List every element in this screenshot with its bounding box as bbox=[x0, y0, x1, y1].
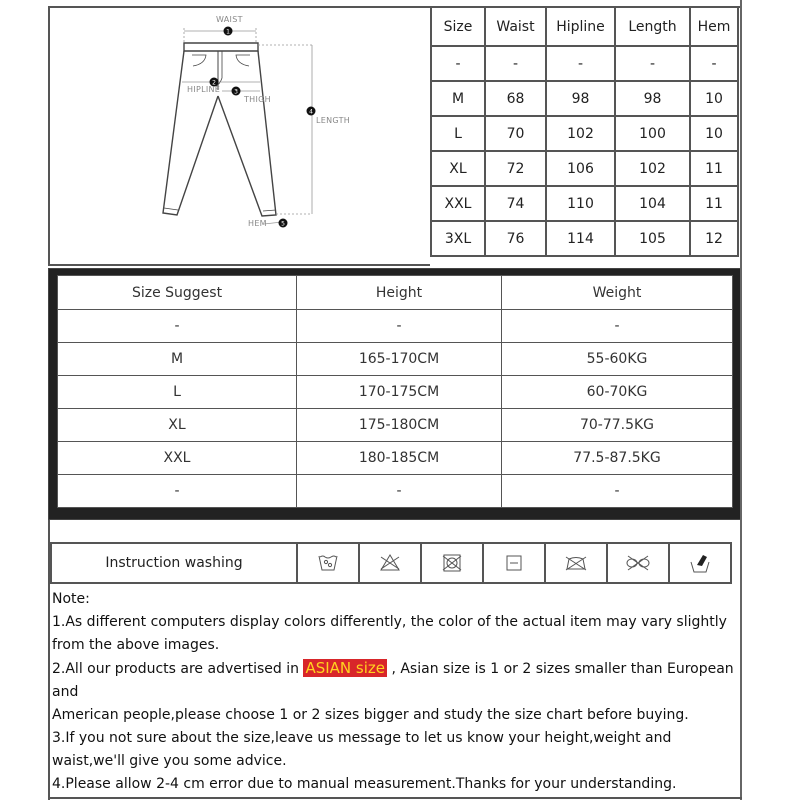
table-row bbox=[58, 310, 733, 343]
cell: 10 bbox=[690, 81, 738, 116]
table-header-row bbox=[431, 7, 738, 46]
cell: 77.5-87.5KG bbox=[502, 442, 733, 475]
notes-section bbox=[52, 588, 742, 796]
notes-title: Note: bbox=[52, 591, 90, 607]
table-row bbox=[58, 442, 733, 475]
cell: - bbox=[431, 46, 485, 81]
cell: - bbox=[690, 46, 738, 81]
note-1: 1.As different computers display colors differently, the color of the actual item may vary slightly from the above images. bbox=[52, 614, 727, 653]
length-label: LENGTH bbox=[316, 116, 351, 125]
cell: 10 bbox=[690, 116, 738, 151]
table-row bbox=[58, 343, 733, 376]
no-iron-icon bbox=[545, 543, 607, 583]
note-2-text-end: , Asian size is 1 or 2 sizes smaller than European and bbox=[52, 661, 734, 700]
cell: 180-185CM bbox=[297, 442, 502, 475]
cell: 175-180CM bbox=[297, 409, 502, 442]
header-length: Length bbox=[615, 7, 690, 46]
cell: L bbox=[431, 116, 485, 151]
cell: - bbox=[58, 475, 297, 508]
cell: 102 bbox=[546, 116, 615, 151]
svg-text:4: 4 bbox=[309, 108, 313, 116]
cell: 12 bbox=[690, 221, 738, 256]
cell: - bbox=[546, 46, 615, 81]
cell: 11 bbox=[690, 186, 738, 221]
washing-instructions-row bbox=[50, 542, 732, 584]
svg-text:2: 2 bbox=[212, 79, 216, 87]
cell: - bbox=[297, 310, 502, 343]
cell: 70 bbox=[485, 116, 546, 151]
cell: 72 bbox=[485, 151, 546, 186]
cell: 114 bbox=[546, 221, 615, 256]
no-tumble-dry-icon bbox=[421, 543, 483, 583]
cell: - bbox=[502, 475, 733, 508]
table-row bbox=[58, 376, 733, 409]
pants-outline-icon bbox=[50, 8, 430, 264]
cell: 102 bbox=[615, 151, 690, 186]
svg-text:5: 5 bbox=[281, 220, 285, 228]
table-row bbox=[431, 221, 738, 256]
dry-flat-icon bbox=[483, 543, 545, 583]
hem-label: HEM bbox=[248, 219, 267, 228]
header-height: Height bbox=[297, 276, 502, 310]
header-hipline: Hipline bbox=[546, 7, 615, 46]
cell: 104 bbox=[615, 186, 690, 221]
table-row bbox=[58, 409, 733, 442]
cell: - bbox=[58, 310, 297, 343]
cell: L bbox=[58, 376, 297, 409]
cell: 68 bbox=[485, 81, 546, 116]
cell: 100 bbox=[615, 116, 690, 151]
table-row bbox=[431, 46, 738, 81]
cell: 98 bbox=[615, 81, 690, 116]
thigh-label: THIGH bbox=[244, 95, 271, 104]
note-2-continued: American people,please choose 1 or 2 sizes bigger and study the size chart before buying. bbox=[52, 707, 689, 723]
cell: 11 bbox=[690, 151, 738, 186]
waist-label: WAIST bbox=[216, 15, 243, 24]
cell: 110 bbox=[546, 186, 615, 221]
table-header-row bbox=[58, 276, 733, 310]
cell: XL bbox=[58, 409, 297, 442]
cell: - bbox=[615, 46, 690, 81]
frame-bottom-rule bbox=[48, 797, 742, 799]
cell: 3XL bbox=[431, 221, 485, 256]
pants-measurement-diagram bbox=[50, 8, 430, 266]
header-size: Size bbox=[431, 7, 485, 46]
cell: - bbox=[502, 310, 733, 343]
cell: 76 bbox=[485, 221, 546, 256]
cell: 55-60KG bbox=[502, 343, 733, 376]
cell: M bbox=[431, 81, 485, 116]
size-suggest-table bbox=[57, 275, 733, 508]
no-bleach-icon bbox=[359, 543, 421, 583]
asian-size-highlight: ASIAN size bbox=[305, 659, 385, 677]
cell: XXL bbox=[431, 186, 485, 221]
hipline-label: HIPLINE bbox=[187, 85, 221, 94]
header-waist: Waist bbox=[485, 7, 546, 46]
note-2-text-start: 2.All our products are advertised in bbox=[52, 661, 304, 677]
table-row bbox=[58, 475, 733, 508]
table-row bbox=[431, 186, 738, 221]
table-row bbox=[431, 81, 738, 116]
no-dry-clean-icon bbox=[607, 543, 669, 583]
cell: 60-70KG bbox=[502, 376, 733, 409]
cell: 170-175CM bbox=[297, 376, 502, 409]
svg-text:1: 1 bbox=[226, 28, 230, 36]
svg-text:3: 3 bbox=[234, 88, 238, 96]
table-row bbox=[431, 151, 738, 186]
note-4: 4.Please allow 2-4 cm error due to manual measurement.Thanks for your understanding. bbox=[52, 776, 677, 792]
cell: - bbox=[485, 46, 546, 81]
size-measurement-table bbox=[430, 6, 739, 257]
size-suggest-frame bbox=[48, 268, 742, 520]
cell: 106 bbox=[546, 151, 615, 186]
table-row bbox=[431, 116, 738, 151]
header-hem: Hem bbox=[690, 7, 738, 46]
cell: 98 bbox=[546, 81, 615, 116]
cell: M bbox=[58, 343, 297, 376]
wash-30-icon bbox=[297, 543, 359, 583]
cell: 70-77.5KG bbox=[502, 409, 733, 442]
header-weight: Weight bbox=[502, 276, 733, 310]
cell: 105 bbox=[615, 221, 690, 256]
hand-wash-icon bbox=[669, 543, 731, 583]
note-3: 3.If you not sure about the size,leave us message to let us know your height,weight and waist,we'll give you some advice. bbox=[52, 730, 672, 769]
cell: XXL bbox=[58, 442, 297, 475]
cell: - bbox=[297, 475, 502, 508]
cell: 74 bbox=[485, 186, 546, 221]
note-2 bbox=[52, 657, 742, 704]
cell: 165-170CM bbox=[297, 343, 502, 376]
washing-label: Instruction washing bbox=[51, 543, 297, 583]
cell: XL bbox=[431, 151, 485, 186]
header-size-suggest: Size Suggest bbox=[58, 276, 297, 310]
